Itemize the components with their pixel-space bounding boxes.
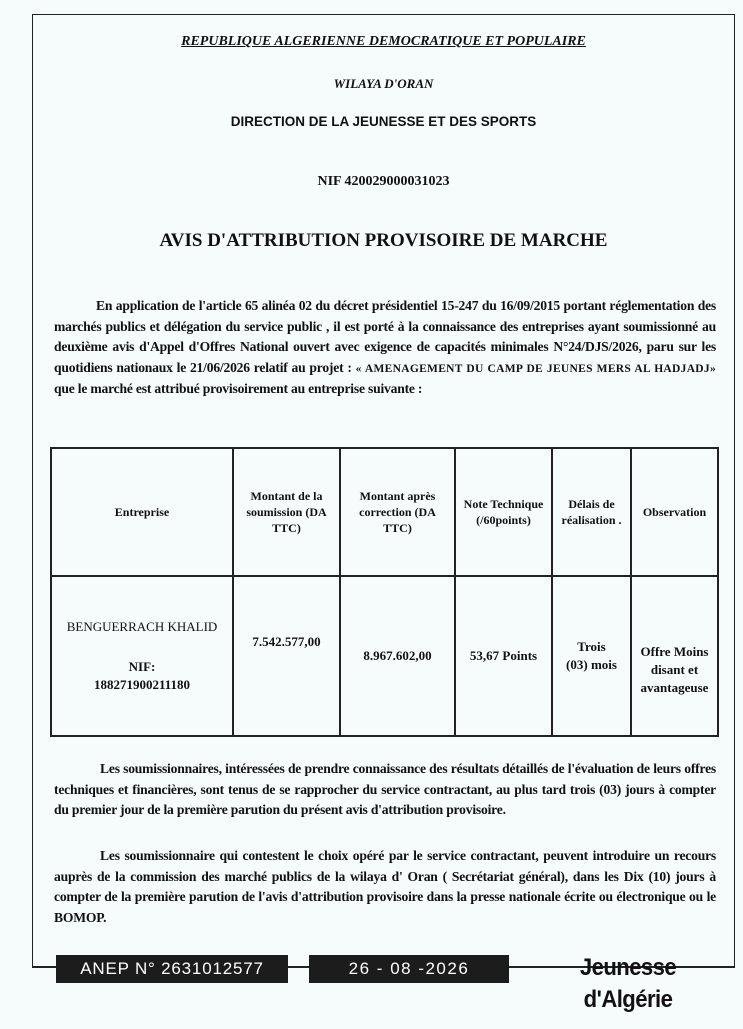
delais-line1: Trois (577, 639, 606, 654)
montant-correction-value: 8.967.602,00 (363, 648, 432, 663)
award-table (50, 447, 719, 737)
intro-paragraph (54, 296, 716, 400)
header-delais: Délais de réalisation . (552, 448, 631, 576)
header-observation: Observation (631, 448, 718, 576)
cell-montant-correction (340, 576, 455, 736)
header-montant: Montant de la soumission (DA TTC) (233, 448, 340, 576)
cell-observation (631, 576, 718, 736)
newspaper-logo: Jeunesse d'Algérie (579, 954, 677, 1013)
republic-heading: REPUBLIQUE ALGERIENNE DEMOCRATIQUE ET POPULAIRE (181, 34, 586, 49)
anep-badge: ANEP N° 2631012577 (56, 955, 288, 983)
header-montant-correction: Montant après correction (DA TTC) (340, 448, 455, 576)
date-badge: 26 - 08 -2026 (309, 955, 509, 983)
montant-value: 7.542.577,00 (252, 634, 321, 649)
intro-text-after: que le marché est attribué provisoirement au entreprise suivante : (54, 381, 423, 396)
appeal-paragraph: Les soumissionnaire qui contestent le choix opéré par le service contractant, peuvent introduire un recours auprès de la commission des marché publics de la wilaya d' Oran ( Secrétariat général), dans les Dix (10) jours à compter de la première parution de l'avis d'attribution provisoire dans la presse nationale écrite ou électronique ou le BOMOP. (54, 848, 716, 925)
intro-text-before: En application de l'article 65 alinéa 02 du décret présidentiel 15-247 du 16/09/2015 portant réglementation des marchés publics et délégation du service public , il est porté à la connaissance des entreprises ayant soumissionné au deuxième avis d'Appel d'Offres National ouvert avec exigence de capacités minimales N°24/DJS/2026, paru sur les quotidiens nationaux le 21/06/2026 relatif au projet : (54, 298, 716, 375)
project-name: « AMENAGEMENT DU CAMP DE JEUNES MERS AL HADJADJ» (355, 362, 717, 375)
results-paragraph: Les soumissionnaires, intéressées de prendre connaissance des résultats détaillés de l'évaluation de leurs offres techniques et financières, sont tenus de se rapprocher du service contractant, au plus tard trois (03) jours à compter du premier jour de la première parution du présent avis d'attribution provisoire. (54, 761, 716, 817)
note-value: 53,67 Points (469, 648, 538, 663)
table-header-row (51, 448, 718, 576)
header-entreprise: Entreprise (51, 448, 233, 576)
direction-heading: DIRECTION DE LA JEUNESSE ET DES SPORTS (230, 114, 537, 129)
wilaya-heading: WILAYA D'ORAN (333, 76, 434, 91)
entreprise-nif-value: 188271900211180 (93, 677, 191, 692)
cell-delais (552, 576, 631, 736)
cell-note (455, 576, 552, 736)
cell-montant (233, 576, 340, 736)
notice-title: AVIS D'ATTRIBUTION PROVISOIRE DE MARCHE (159, 230, 608, 251)
observation-value: Offre Moins disant et avantageuse (640, 644, 709, 695)
entreprise-name: BENGUERRACH KHALID (66, 619, 218, 634)
delais-line2: (03) mois (566, 657, 617, 672)
table-row (51, 576, 718, 736)
header-note-technique: Note Technique (/60points) (455, 448, 552, 576)
entreprise-nif-label: NIF: (128, 659, 156, 674)
cell-entreprise (51, 576, 233, 736)
nif-number: NIF 420029000031023 (317, 174, 450, 189)
